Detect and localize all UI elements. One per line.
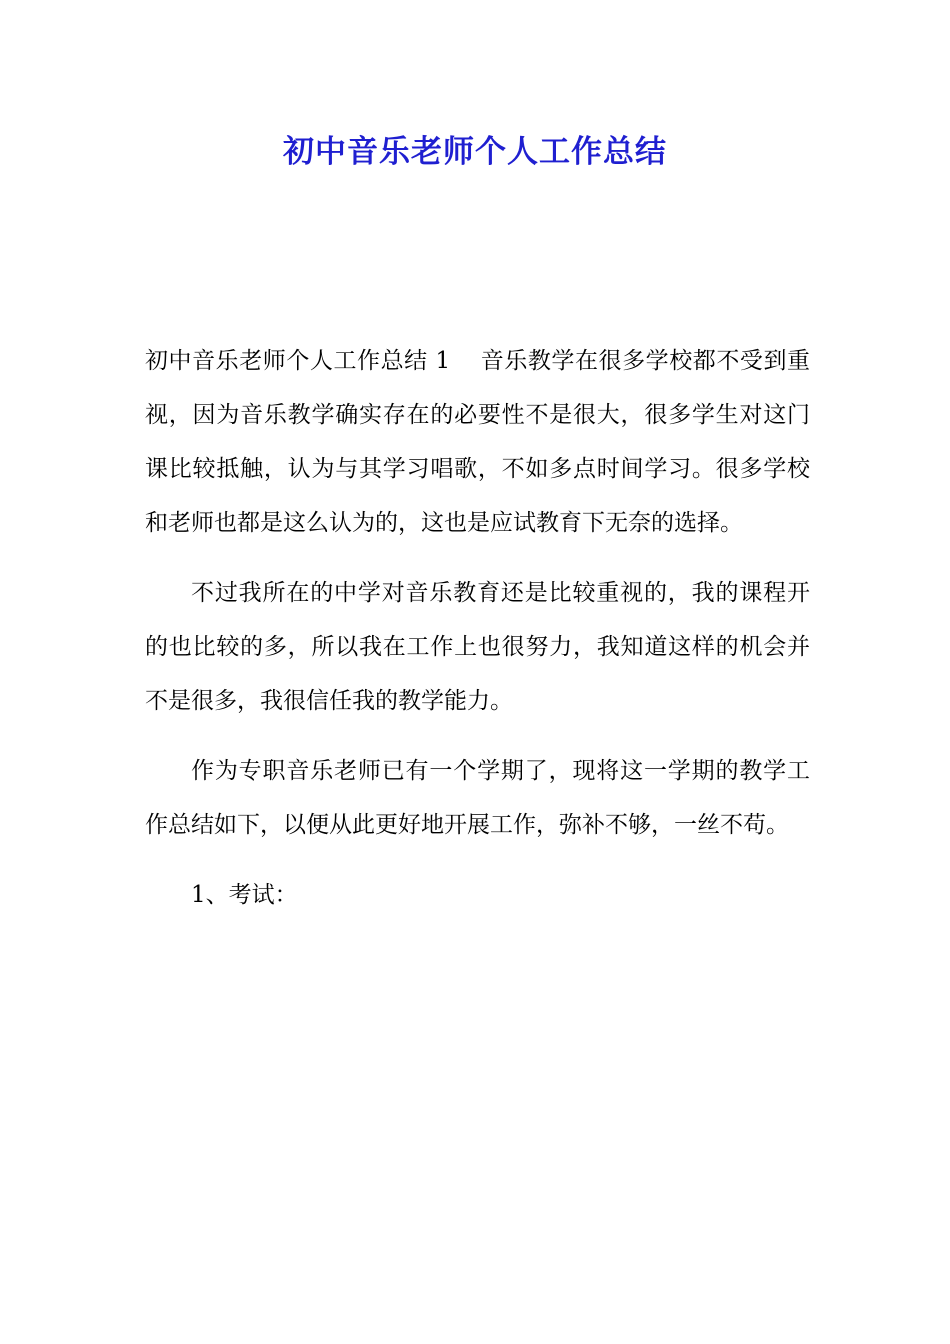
paragraph-1-text: 音乐教学在很多学校都不受到重视，因为音乐教学确实存在的必要性不是很大，很多学生对这门课比较抵触，认为与其学习唱歌，不如多点时间学习。很多学校和老师也都是这么认为的，这也是应试教育下无奈的选择。 (145, 348, 811, 536)
paragraph-2: 不过我所在的中学对音乐教育还是比较重视的，我的课程开的也比较的多，所以我在工作上也很努力，我知道这样的机会并不是很多，我很信任我的教学能力。 (145, 580, 810, 714)
paragraph-3: 作为专职音乐老师已有一个学期了，现将这一学期的教学工作总结如下，以便从此更好地开展工作，弥补不够，一丝不苟。 (145, 758, 810, 838)
paragraph-1 (145, 334, 810, 550)
document-title: 初中音乐老师个人工作总结 (283, 134, 667, 170)
list-heading-exam: 1、考试： (191, 882, 298, 908)
section-heading-inline: 初中音乐老师个人工作总结 1 (145, 348, 451, 374)
document-body (145, 334, 810, 938)
